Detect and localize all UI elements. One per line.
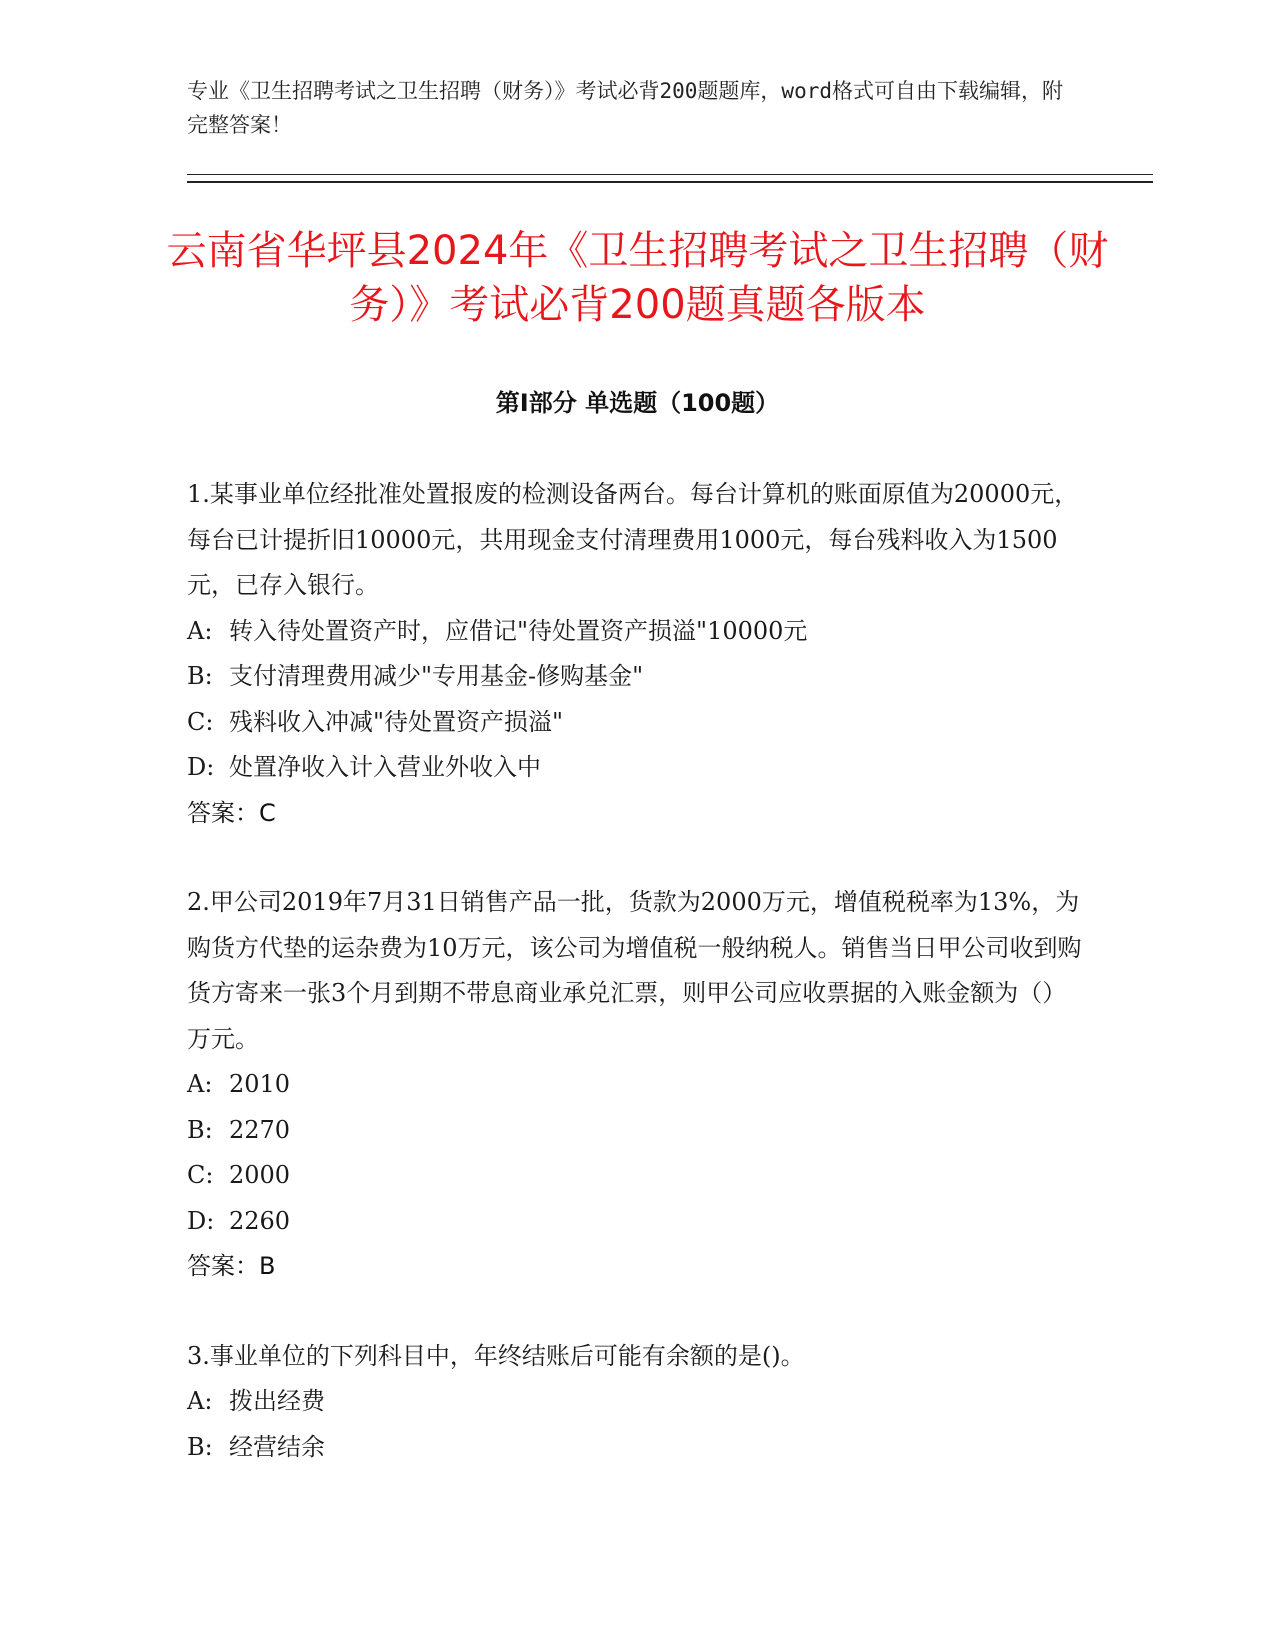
option-text: 转入待处置资产时，应借记"待处置资产损溢"10000元 — [229, 616, 808, 645]
option-text: 处置净收入计入营业外收入中 — [229, 753, 541, 781]
option-text: 残料收入冲减"待处置资产损溢" — [229, 707, 564, 736]
option-a — [187, 1062, 1087, 1108]
option-d — [187, 745, 1087, 791]
option-letter: C: — [187, 1161, 214, 1189]
option-letter: B: — [187, 662, 213, 690]
option-text: 2270 — [229, 1115, 291, 1144]
option-b — [187, 1108, 1087, 1154]
option-text: 2000 — [229, 1161, 291, 1189]
option-letter: C: — [187, 707, 214, 736]
question-2 — [187, 880, 1087, 1290]
option-letter: A: — [187, 1070, 213, 1098]
option-d — [187, 1199, 1087, 1245]
option-letter: B: — [187, 1115, 213, 1144]
option-text: 2010 — [229, 1070, 291, 1098]
option-letter: D: — [187, 753, 215, 781]
option-letter: B: — [187, 1432, 213, 1461]
option-b — [187, 1425, 1087, 1471]
header-note: 专业《卫生招聘考试之卫生招聘（财务）》考试必背200题题库，word格式可自由下载编辑，附完整答案！ — [187, 79, 1063, 137]
option-a — [187, 609, 1087, 655]
section-title: 第Ⅰ部分 单选题（100题） — [495, 389, 780, 417]
document-title: 云南省华坪县2024年《卫生招聘考试之卫生招聘（财务）》考试必背200题真题各版本 — [166, 228, 1109, 328]
option-a — [187, 1379, 1087, 1425]
option-letter: A: — [187, 616, 213, 645]
option-text: 支付清理费用减少"专用基金-修购基金" — [229, 662, 644, 690]
option-text: 拨出经费 — [229, 1387, 325, 1415]
question-1 — [187, 472, 1087, 836]
question-stem: 2.甲公司2019年7月31日销售产品一批，货款为2000万元，增值税税率为13%，为购货方代垫的运杂费为10万元，该公司为增值税一般纳税人。销售当日甲公司收到购货方寄来一张3个月到期不带息商业承兑汇票，则甲公司应收票据的入账金额为（）万元。 — [187, 888, 1082, 1053]
option-text: 经营结余 — [229, 1432, 325, 1461]
question-3 — [187, 1334, 1087, 1471]
header-divider-thin — [187, 174, 1153, 175]
question-list — [187, 472, 1087, 1514]
answer-line: 答案：B — [187, 1252, 276, 1280]
header-divider-thick — [187, 181, 1153, 183]
answer-line: 答案：C — [187, 798, 276, 827]
option-b — [187, 654, 1087, 700]
question-stem: 1.某事业单位经批准处置报废的检测设备两台。每台计算机的账面原值为20000元，每台已计提折旧10000元，共用现金支付清理费用1000元，每台残料收入为1500元，已存入银行。 — [187, 480, 1079, 599]
option-text: 2260 — [229, 1206, 291, 1235]
option-letter: A: — [187, 1387, 213, 1415]
question-stem: 3.事业单位的下列科目中，年终结账后可能有余额的是()。 — [187, 1341, 805, 1370]
option-c — [187, 1153, 1087, 1199]
option-letter: D: — [187, 1206, 215, 1235]
option-c — [187, 700, 1087, 746]
